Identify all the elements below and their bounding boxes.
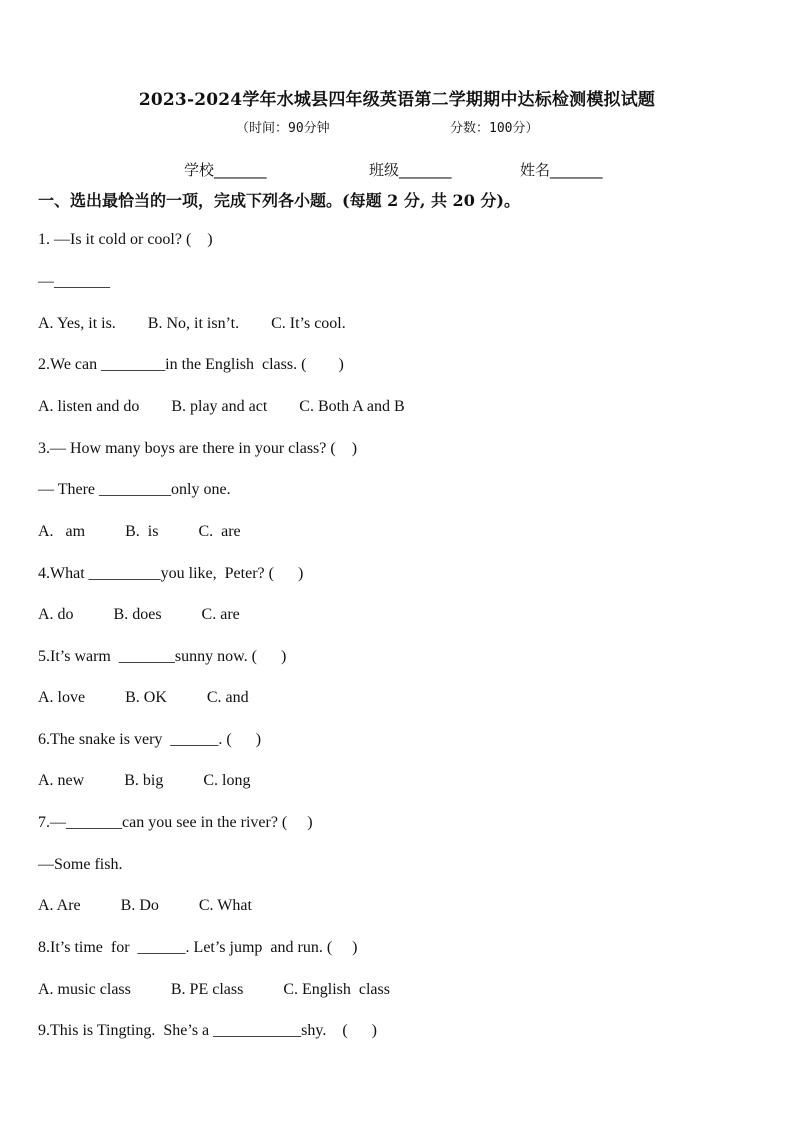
name-field: 姓名_______: [520, 161, 603, 179]
question-line: 8.It’s time for ______. Let’s jump and run. ( ): [38, 939, 358, 956]
option-line: A. new B. big C. long: [38, 772, 251, 789]
question-line: — There _________only one.: [38, 481, 231, 498]
question-line: —Some fish.: [38, 856, 123, 873]
question-line: 9.This is Tingting. She’s a ___________shy. ( ): [38, 1022, 377, 1039]
option-line: A. listen and do B. play and act C. Both A and B: [38, 398, 405, 415]
option-line: A. do B. does C. are: [38, 606, 240, 623]
option-line: A. Are B. Do C. What: [38, 897, 252, 914]
question-line: 1. —Is it cold or cool? ( ): [38, 231, 213, 248]
question-line: —_______: [38, 273, 110, 290]
question-line: 3.— How many boys are there in your class? ( ): [38, 440, 358, 457]
option-line: A. love B. OK C. and: [38, 689, 249, 706]
class-field: 班级_______: [369, 161, 452, 179]
exam-score: 分数：100分）: [450, 121, 539, 136]
question-line: 4.What _________you like, Peter? ( ): [38, 565, 304, 582]
question-line: 5.It’s warm _______sunny now. ( ): [38, 648, 287, 665]
exam-title: 2023-2024学年水城县四年级英语第二学期期中达标检测模拟试题: [138, 90, 656, 110]
question-line: 2.We can ________in the English class. ( ): [38, 356, 344, 373]
option-line: A. am B. is C. are: [38, 523, 241, 540]
question-line: 7.—_______can you see in the river? ( ): [38, 814, 313, 831]
option-line: A. Yes, it is. B. No, it isn’t. C. It’s cool.: [38, 315, 346, 332]
question-line: 6.The snake is very ______. ( ): [38, 731, 262, 748]
section-title: 一、选出最恰当的一项，完成下列各小题。(每题 2 分, 共 20 分)。: [38, 191, 520, 210]
option-line: A. music class B. PE class C. English class: [38, 981, 390, 998]
school-field: 学校_______: [184, 161, 267, 179]
exam-time: （时间：90分钟: [236, 121, 330, 136]
